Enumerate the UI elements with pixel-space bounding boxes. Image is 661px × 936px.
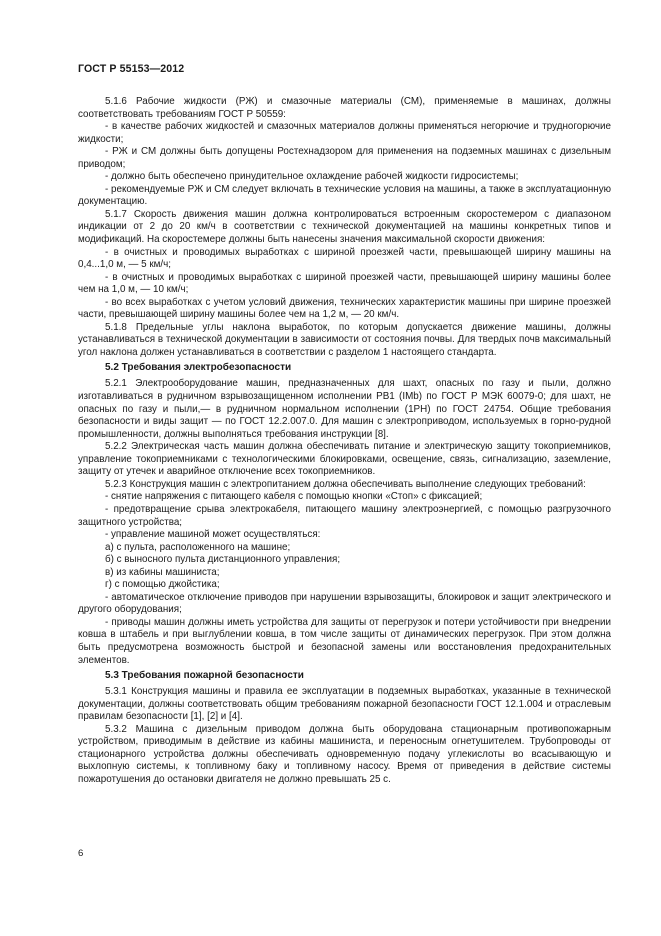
section-heading-5-3: 5.3 Требования пожарной безопасности (105, 670, 304, 682)
list-item: - автоматическое отключение приводов при нарушении взрывозащиты, блокировок и защит электрического и другого оборудования; (78, 591, 611, 616)
list-item: - управление машиной может осуществляться: (105, 529, 321, 541)
list-item: - рекомендуемые РЖ и СМ следует включать в технические условия на машины, а также в эксплуатационную документацию. (78, 183, 611, 208)
document-code-header: ГОСТ Р 55153—2012 (78, 63, 185, 75)
list-item: г) с помощью джойстика; (105, 579, 220, 591)
list-item: - предотвращение срыва электрокабеля, питающего машину электроэнергией, с помощью разгрузочного защитного устройства; (78, 503, 611, 528)
page-number: 6 (78, 848, 84, 859)
paragraph-5-3-1: 5.3.1 Конструкция машины и правила ее эксплуатации в подземных выработках, указанные в технической документации, должны соответствовать общим требованиям пожарной безопасности ГОСТ 12.1.004 и отраслевым правилам безопасности [1], [2] и [4]. (78, 686, 611, 723)
paragraph-5-1-7: 5.1.7 Скорость движения машин должна контролироваться встроенным скоростемером с диапазоном индикации от 2 до 20 км/ч в соответствии с технической документацией на машины конкретных типов и модификаций. На скоростемере должны быть нанесены значения максимальной скорости движения: (78, 208, 611, 246)
list-item: - приводы машин должны иметь устройства для защиты от перегрузок и потери устойчивости при внедрении ковша в штабель и при выглублении ковша, в том числе защиты от динамических перегрузок. При этом должна быть предусмотрена возможность быстрой и безопасной замены или восстановления предохранительных элементов. (78, 616, 611, 666)
paragraph-5-2-1: 5.2.1 Электрооборудование машин, предназначенных для шахт, опасных по газу и пыли, должно изготавливаться в рудничном взрывозащищенном исполнении РВ1 (IMb) по ГОСТ Р МЭК 60079-0; для шахт, не опасных по газу и пыли,— в рудничном нормальном исполнении (1РН) по ГОСТ 24754. Общие требования безопасности и виды защит — по ГОСТ 12.2.007.0. Для машин с электроприводом, используемых в горно-рудной промышленности, должны выполняться требования инструкции [8]. (78, 378, 611, 440)
list-item: - в очистных и проводимых выработках с шириной проезжей части, превышающей ширину машины на 0,4...1,0 м, — 5 км/ч; (78, 246, 611, 271)
list-item: а) с пульта, расположенного на машине; (105, 541, 291, 553)
list-item: - снятие напряжения с питающего кабеля с помощью кнопки «Стоп» с фиксацией; (105, 491, 483, 503)
list-item: - в очистных и проводимых выработках с шириной проезжей части, превышающей ширину машины более чем на 1,0 м, — 10 км/ч; (78, 271, 611, 296)
section-heading-5-2: 5.2 Требования электробезопасности (105, 362, 292, 374)
paragraph-5-2-2: 5.2.2 Электрическая часть машин должна обеспечивать питание и электрическую защиту токоприемников, управление токоприемниками с технологическими блокировками, освещение, связь, сигнализацию, заземление, защиту от утечек и аварийное отключение всех токоприемников. (78, 441, 611, 478)
list-item: - в качестве рабочих жидкостей и смазочных материалов должны применяться негорючие и трудногорючие жидкости; (78, 121, 611, 145)
list-item: - должно быть обеспечено принудительное охлаждение рабочей жидкости гидросистемы; (105, 171, 519, 183)
paragraph-5-1-8: 5.1.8 Предельные углы наклона выработок, по которым допускается движение машины, должны устанавливаться в технической документации в зависимости от состояния почвы. Для твердых почв максимальный угол наклона должен устанавливаться в соответствии с разделом 1 настоящего стандарта. (78, 321, 611, 358)
paragraph-5-2-3: 5.2.3 Конструкция машин с электропитанием должна обеспечивать выполнение следующих требований: (105, 478, 586, 490)
document-body (78, 96, 611, 786)
paragraph-5-3-2: 5.3.2 Машина с дизельным приводом должна быть оборудована стационарным противопожарным устройством, приводимым в действие из кабины машиниста, и переносным огнетушителем. Трубопроводы от стационарного устройства должны обеспечивать одновременную подачу углекислоты во всасывающую и выхлопную системы, к топливному баку и топливному насосу. Время от приведения в действие системы пожаротушения до остановки двигателя не должно превышать 25 с. (78, 723, 611, 785)
list-item: в) из кабины машиниста; (105, 566, 220, 578)
list-item: - во всех выработках с учетом условий движения, технических характеристик машины при ширине проезжей части, превышающей ширину машины более чем на 1,2 м, — 20 км/ч. (78, 296, 611, 321)
paragraph-5-1-6: 5.1.6 Рабочие жидкости (РЖ) и смазочные материалы (СМ), применяемые в машинах, должны соответствовать требованиям ГОСТ Р 50559: (78, 96, 611, 120)
list-item: - РЖ и СМ должны быть допущены Ростехнадзором для применения на подземных машинах с дизельным приводом; (78, 146, 611, 170)
list-item: б) с выносного пульта дистанционного управления; (105, 554, 341, 566)
